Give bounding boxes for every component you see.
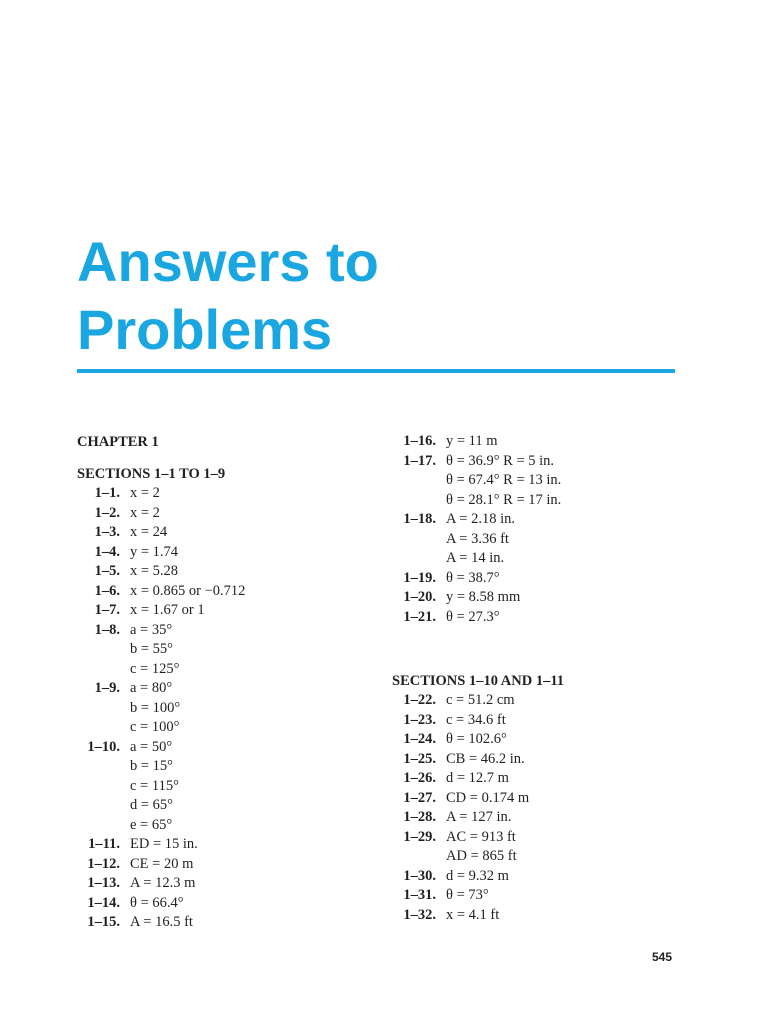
page-title: [77, 228, 379, 364]
answer-row: [392, 452, 692, 472]
answer-value: θ = 38.7°: [446, 569, 500, 586]
section-heading-1: SECTIONS 1–1 TO 1–9: [77, 466, 226, 482]
answer-row: [77, 621, 377, 641]
answer-value: θ = 28.1° R = 17 in.: [446, 491, 562, 508]
answer-number: [392, 847, 446, 867]
answer-row: [392, 471, 692, 491]
answer-value: a = 35°: [130, 621, 173, 638]
answer-value: A = 12.3 m: [130, 875, 196, 891]
answer-number: [77, 796, 130, 816]
page-number: 545: [652, 950, 673, 964]
answer-number: 1–3.: [94, 524, 120, 540]
chapter-heading: CHAPTER 1: [77, 434, 159, 450]
answer-row: [77, 660, 377, 680]
answer-number: 1–20.: [403, 589, 436, 605]
answer-row: [77, 816, 377, 836]
answer-value: A = 3.36 ft: [446, 530, 509, 547]
answer-number: 1–1.: [94, 485, 120, 501]
answer-value: c = 125°: [130, 660, 180, 677]
answer-number: 1–12.: [87, 855, 120, 872]
answer-value: d = 9.32 m: [446, 867, 509, 884]
answer-row: [77, 894, 377, 914]
answer-value: x = 4.1 ft: [446, 906, 500, 923]
answer-row: [77, 562, 377, 582]
answer-value: x = 24: [130, 524, 168, 540]
answer-number: 1–23.: [403, 711, 436, 728]
answer-list-right-bottom: [392, 691, 692, 925]
answer-row: [392, 491, 692, 511]
answer-number: 1–27.: [403, 789, 436, 806]
answer-row: [77, 523, 377, 543]
answer-row: [77, 913, 377, 933]
answer-row: [77, 718, 377, 738]
answer-row: [77, 504, 377, 524]
answer-row: [392, 569, 692, 589]
answer-value: A = 14 in.: [446, 550, 505, 566]
answer-row: [392, 691, 692, 711]
answer-number: 1–15.: [87, 914, 120, 930]
answer-row: [392, 847, 692, 867]
answer-number: [77, 718, 130, 738]
title-line-1: Answers to: [77, 230, 379, 293]
answer-number: [77, 640, 130, 660]
answer-value: A = 2.18 in.: [446, 511, 516, 527]
answer-row: [392, 588, 692, 608]
answer-row: [392, 867, 692, 887]
answer-row: [77, 484, 377, 504]
answer-number: 1–2.: [94, 504, 120, 521]
answer-number: [77, 699, 130, 719]
answer-value: y = 11 m: [446, 433, 498, 449]
answer-row: [77, 777, 377, 797]
answer-number: [392, 530, 446, 550]
answer-value: e = 65°: [130, 816, 173, 833]
answer-number: [77, 660, 130, 680]
answer-value: θ = 67.4° R = 13 in.: [446, 472, 562, 488]
answer-value: x = 2: [130, 485, 160, 501]
answer-value: θ = 66.4°: [130, 894, 184, 911]
answer-value: a = 50°: [130, 738, 173, 755]
answer-number: 1–26.: [403, 770, 436, 786]
answer-value: x = 0.865 or −0.712: [130, 582, 246, 599]
answer-number: [392, 491, 446, 511]
answer-value: θ = 73°: [446, 887, 489, 903]
answer-number: 1–13.: [87, 875, 120, 891]
answer-number: 1–16.: [403, 433, 436, 449]
answer-number: [77, 816, 130, 836]
answer-number: 1–21.: [403, 608, 436, 625]
answer-number: 1–25.: [403, 750, 436, 767]
answer-row: [392, 510, 692, 530]
answer-row: [392, 730, 692, 750]
left-column: [77, 432, 377, 933]
answer-row: [392, 608, 692, 628]
answer-row: [77, 640, 377, 660]
answer-row: [392, 769, 692, 789]
answer-number: 1–9.: [94, 680, 120, 696]
answer-value: a = 80°: [130, 680, 173, 696]
answer-number: 1–11.: [88, 836, 120, 852]
answer-value: AC = 913 ft: [446, 828, 516, 845]
answer-number: 1–4.: [94, 543, 120, 560]
answer-value: d = 65°: [130, 797, 173, 813]
answer-list-right-top: [392, 432, 692, 627]
answer-value: c = 51.2 cm: [446, 692, 515, 708]
answer-row: [77, 699, 377, 719]
answer-row: [77, 679, 377, 699]
answer-list-left: [77, 484, 377, 933]
answer-value: ED = 15 in.: [130, 836, 198, 852]
answer-number: 1–14.: [87, 894, 120, 911]
answer-value: x = 2: [130, 504, 160, 521]
answer-number: 1–18.: [403, 511, 436, 527]
answer-row: [77, 738, 377, 758]
answer-value: AD = 865 ft: [446, 848, 517, 864]
answer-value: CE = 20 m: [130, 855, 194, 872]
answer-number: [392, 471, 446, 491]
answer-row: [77, 543, 377, 563]
answer-row: [392, 906, 692, 926]
answer-row: [392, 549, 692, 569]
answer-row: [392, 530, 692, 550]
answer-row: [392, 808, 692, 828]
answer-row: [77, 796, 377, 816]
answer-number: 1–5.: [94, 563, 120, 579]
answer-value: b = 55°: [130, 641, 173, 657]
answer-row: [392, 789, 692, 809]
answer-row: [77, 835, 377, 855]
answer-row: [77, 874, 377, 894]
answer-row: [392, 828, 692, 848]
answer-row: [77, 582, 377, 602]
answer-value: CB = 46.2 in.: [446, 750, 525, 767]
answer-value: CD = 0.174 m: [446, 789, 530, 806]
answer-row: [77, 855, 377, 875]
answer-row: [77, 601, 377, 621]
answer-value: θ = 27.3°: [446, 608, 500, 625]
answer-row: [77, 757, 377, 777]
answer-value: b = 100°: [130, 699, 181, 716]
section-heading-2: SECTIONS 1–10 AND 1–11: [392, 673, 565, 689]
answer-value: A = 127 in.: [446, 809, 512, 825]
answer-number: 1–24.: [403, 731, 436, 747]
answer-row: [392, 750, 692, 770]
answer-row: [392, 886, 692, 906]
answer-row: [392, 711, 692, 731]
answer-number: 1–6.: [94, 582, 120, 599]
right-column: [392, 432, 692, 925]
answer-number: 1–17.: [403, 452, 436, 469]
answer-number: 1–7.: [94, 602, 120, 618]
answer-value: c = 115°: [130, 777, 179, 794]
answer-value: d = 12.7 m: [446, 770, 509, 786]
title-line-2: Problems: [77, 298, 333, 361]
answer-number: 1–19.: [403, 569, 436, 586]
answer-value: x = 5.28: [130, 563, 179, 579]
answer-value: b = 15°: [130, 758, 173, 774]
answer-number: 1–32.: [403, 906, 436, 923]
answer-value: θ = 102.6°: [446, 731, 507, 747]
answer-value: c = 100°: [130, 719, 180, 735]
answer-value: y = 8.58 mm: [446, 589, 521, 605]
answer-value: y = 1.74: [130, 543, 179, 560]
answer-number: [77, 777, 130, 797]
answer-value: A = 16.5 ft: [130, 914, 193, 930]
answer-number: 1–31.: [403, 887, 436, 903]
answer-number: 1–30.: [403, 867, 436, 884]
answer-number: [392, 549, 446, 569]
answer-number: [77, 757, 130, 777]
answer-value: c = 34.6 ft: [446, 711, 506, 728]
answer-number: 1–29.: [403, 828, 436, 845]
answer-number: 1–22.: [403, 692, 436, 708]
answer-value: θ = 36.9° R = 5 in.: [446, 452, 555, 469]
answer-number: 1–10.: [87, 738, 120, 755]
answer-number: 1–8.: [94, 621, 120, 638]
answer-number: 1–28.: [403, 809, 436, 825]
title-rule: [77, 369, 675, 373]
answer-value: x = 1.67 or 1: [130, 602, 205, 618]
answer-row: [392, 432, 692, 452]
